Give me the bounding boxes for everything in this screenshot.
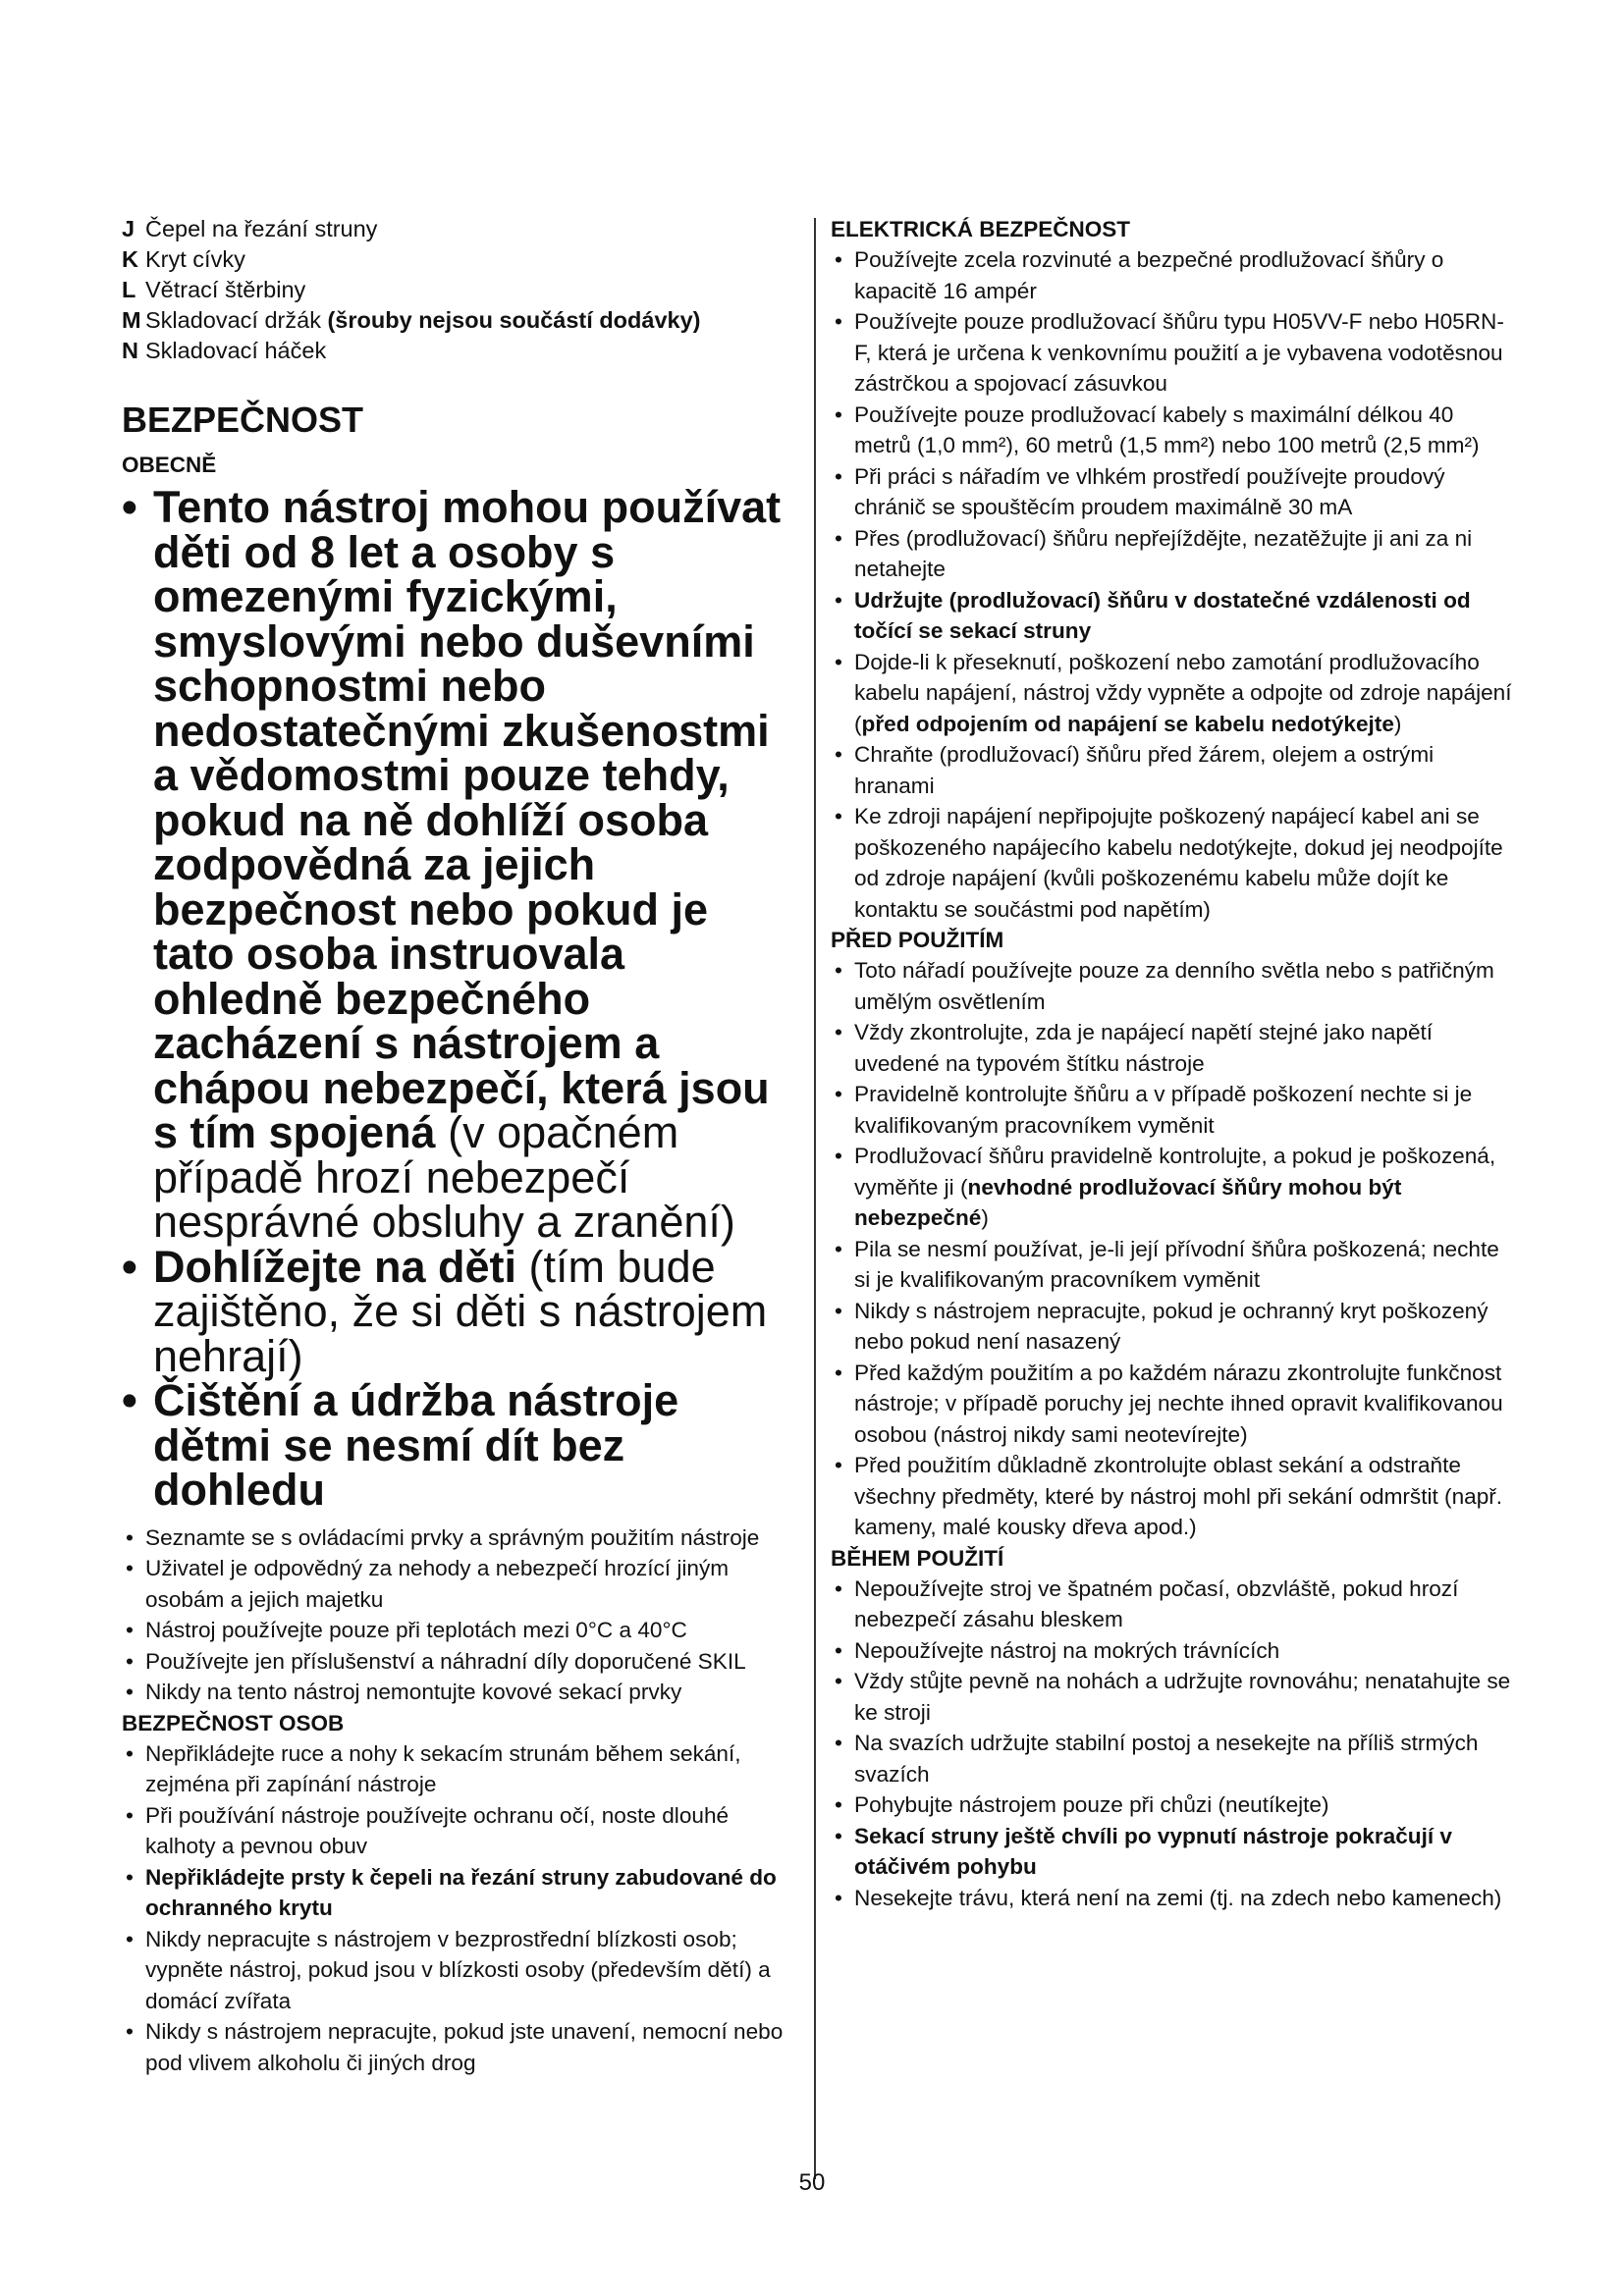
list-item: • Používejte pouze prodlužovací šňůru typu H05VV-F nebo H05RN-F, která je určena k venkovnímu použití a je vybavena vodotěsnou zástrčkou a spojovací zásuvkou: [831, 306, 1514, 400]
item-normal: Dojde-li k přeseknutí, poškození nebo zamotání prodlužovacího kabelu napájení, nástroj vždy vypněte a odpojte od zdroje napájení (: [854, 649, 1512, 736]
safety-heading: BEZPEČNOST: [122, 400, 364, 440]
list-item: • Nesekejte trávu, která není na zemi (tj. na zdech nebo kamenech): [831, 1883, 1514, 1914]
page-number: 50: [798, 2169, 826, 2196]
list-item: [831, 1821, 1514, 1883]
before-use-heading: PŘED POUŽITÍM: [831, 928, 1004, 952]
electrical-safety-list: [831, 244, 1514, 925]
list-item: • Používejte jen příslušenství a náhradní díly doporučené SKIL: [122, 1646, 797, 1678]
part-key: J: [122, 216, 135, 241]
part-text: Větrací štěrbiny: [145, 277, 306, 302]
list-item: • Před každým použitím a po každém nárazu zkontrolujte funkčnost nástroje; v případě poruchy jej nechte ihned opravit kvalifikovanou osobou (nástroj nikdy sami neotevírejte): [831, 1358, 1514, 1451]
list-item: • Nástroj používejte pouze při teplotách mezi 0°C a 40°C: [122, 1615, 797, 1646]
list-item: • Vždy zkontrolujte, zda je napájecí napětí stejné jako napětí uvedené na typovém štítku nástroje: [831, 1017, 1514, 1079]
item-tail: ): [981, 1205, 989, 1230]
list-item: [122, 482, 797, 1247]
list-item: • Používejte pouze prodlužovací kabely s maximální délkou 40 metrů (1,0 mm²), 60 metrů (1,5 mm²) nebo 100 metrů (2,5 mm²): [831, 400, 1514, 461]
item-bold: před odpojením od napájení se kabelu nedotýkejte: [861, 711, 1394, 736]
part-row: [122, 305, 797, 336]
list-item: • Chraňte (prodlužovací) šňůru před žárem, olejem a ostrými hranami: [831, 739, 1514, 801]
item-bold: Udržujte (prodlužovací) šňůru v dostatečné vzdálenosti od točící se sekací struny: [854, 587, 1471, 643]
list-item: • Uživatel je odpovědný za nehody a nebezpečí hrozící jiným osobám a jejich majetku: [122, 1553, 797, 1615]
item-bold: Nepřikládejte prsty k čepeli na řezání struny zabudované do ochranného krytu: [145, 1864, 777, 1920]
general-list: [122, 1522, 797, 1708]
part-key: N: [122, 338, 138, 363]
part-text-normal: Skladovací držák: [145, 307, 328, 333]
list-item: • Při používání nástroje používejte ochranu očí, noste dlouhé kalhoty a pevnou obuv: [122, 1800, 797, 1862]
list-item: • Vždy stůjte pevně na nohách a udržujte rovnováhu; nenatahujte se ke stroji: [831, 1666, 1514, 1728]
parts-list: [122, 214, 797, 366]
column-divider: [814, 218, 816, 2179]
item-normal: (tím bude zajištěno, že si děti s nástrojem nehrají): [153, 1241, 768, 1381]
list-item: • Ke zdroji napájení nepřipojujte poškozený napájecí kabel ani se poškozeného napájecího kabelu nedotýkejte, dokud jej neodpojíte od zdroje napájení (kvůli poškozenému kabelu může dojít ke kontaktu se součástmi pod napětím): [831, 801, 1514, 925]
item-bold: Tento nástroj mohou používat děti od 8 let a osoby s omezenými fyzickými, smyslovými nebo duševními schopnostmi nebo nedostatečnými zkušenostmi a vědomostmi pouze tehdy, pokud na ně dohlíží osoba zodpovědná za jejich bezpečnost nebo pokud je tato osoba instruovala ohledně bezpečného zacházení s nástrojem a chápou nebezpečí, která jsou s tím spojená: [153, 482, 782, 1157]
part-row: [122, 275, 797, 305]
right-column: [831, 214, 1514, 1913]
list-item: • Nikdy na tento nástroj nemontujte kovové sekací prvky: [122, 1677, 797, 1708]
list-item: • Toto nářadí používejte pouze za denního světla nebo s patřičným umělým osvětlením: [831, 955, 1514, 1017]
electrical-safety-heading: ELEKTRICKÁ BEZPEČNOST: [831, 217, 1131, 241]
list-item: [122, 1241, 797, 1381]
part-text: Čepel na řezání struny: [145, 216, 378, 241]
list-item: • Nepoužívejte stroj ve špatném počasí, obzvláště, pokud hrozí nebezpečí zásahu bleskem: [831, 1574, 1514, 1635]
list-item: • Seznamte se s ovládacími prvky a správným použitím nástroje: [122, 1522, 797, 1554]
before-use-list: [831, 955, 1514, 1543]
list-item: • Nikdy s nástrojem nepracujte, pokud jste unavení, nemocní nebo pod vlivem alkoholu či jiných drog: [122, 2016, 797, 2078]
part-key: K: [122, 246, 138, 272]
list-item: [831, 1141, 1514, 1234]
part-key: M: [122, 307, 141, 333]
item-normal: Prodlužovací šňůru pravidelně kontrolujte, a pokud je poškozená, vyměňte ji (: [854, 1144, 1496, 1200]
list-item: • Při práci s nářadím ve vlhkém prostředí používejte proudový chránič se spouštěcím proudem maximálně 30 mA: [831, 461, 1514, 523]
part-text: Kryt cívky: [145, 246, 245, 272]
part-text: Skladovací háček: [145, 338, 327, 363]
part-text-bold: (šrouby nejsou součástí dodávky): [327, 307, 701, 333]
child-safety-list: [122, 482, 797, 1515]
list-item: [831, 585, 1514, 647]
list-item: • Pila se nesmí používat, je-li její přívodní šňůra poškozená; nechte si je kvalifikovaným pracovníkem vyměnit: [831, 1234, 1514, 1296]
list-item: • Nikdy nepracujte s nástrojem v bezprostřední blízkosti osob; vypněte nástroj, pokud jsou v blízkosti osoby (především dětí) a domácí zvířata: [122, 1924, 797, 2017]
list-item: • Přes (prodlužovací) šňůru nepřejíždějte, nezatěžujte ji ani za ni netahejte: [831, 523, 1514, 585]
item-bold: Sekací struny ještě chvíli po vypnutí nástroje pokračují v otáčivém pohybu: [854, 1823, 1452, 1879]
part-text: [145, 305, 701, 336]
list-item: [122, 1375, 797, 1515]
during-use-list: [831, 1574, 1514, 1914]
list-item: • Nepoužívejte nástroj na mokrých trávnících: [831, 1635, 1514, 1667]
item-bold: Čištění a údržba nástroje dětmi se nesmí dít bez dohledu: [153, 1375, 679, 1515]
part-row: [122, 244, 797, 275]
list-item: • Před použitím důkladně zkontrolujte oblast sekání a odstraňte všechny předměty, které by nástroj mohl při sekání odmrštit (např. kameny, malé kousky dřeva apod.): [831, 1450, 1514, 1543]
list-item: • Nepřikládejte ruce a nohy k sekacím strunám během sekání, zejména při zapínání nástroje: [122, 1738, 797, 1800]
part-row: [122, 214, 797, 244]
left-column: [122, 214, 797, 2078]
personal-safety-list: [122, 1738, 797, 2079]
list-item: • Pohybujte nástrojem pouze při chůzi (neutíkejte): [831, 1789, 1514, 1821]
item-normal: (v opačném případě hrozí nebezpečí nesprávné obsluhy a zranění): [153, 1107, 735, 1247]
during-use-heading: BĚHEM POUŽITÍ: [831, 1545, 1004, 1571]
list-item: [831, 647, 1514, 740]
list-item: • Pravidelně kontrolujte šňůru a v případě poškození nechte si je kvalifikovaným pracovníkem vyměnit: [831, 1079, 1514, 1141]
personal-safety-heading: BEZPEČNOST OSOB: [122, 1710, 345, 1735]
list-item: • Nikdy s nástrojem nepracujte, pokud je ochranný kryt poškozený nebo pokud není nasazený: [831, 1296, 1514, 1358]
item-bold: nevhodné prodlužovací šňůry mohou být nebezpečné: [854, 1174, 1402, 1230]
list-item: • Na svazích udržujte stabilní postoj a nesekejte na příliš strmých svazích: [831, 1728, 1514, 1789]
general-heading: OBECNĚ: [122, 453, 217, 477]
part-key: L: [122, 277, 136, 302]
item-tail: ): [1393, 711, 1402, 736]
list-item: [122, 1862, 797, 1924]
item-bold: Dohlížejte na děti: [153, 1241, 517, 1292]
part-row: [122, 336, 797, 366]
list-item: • Používejte zcela rozvinuté a bezpečné prodlužovací šňůry o kapacitě 16 ampér: [831, 244, 1514, 306]
